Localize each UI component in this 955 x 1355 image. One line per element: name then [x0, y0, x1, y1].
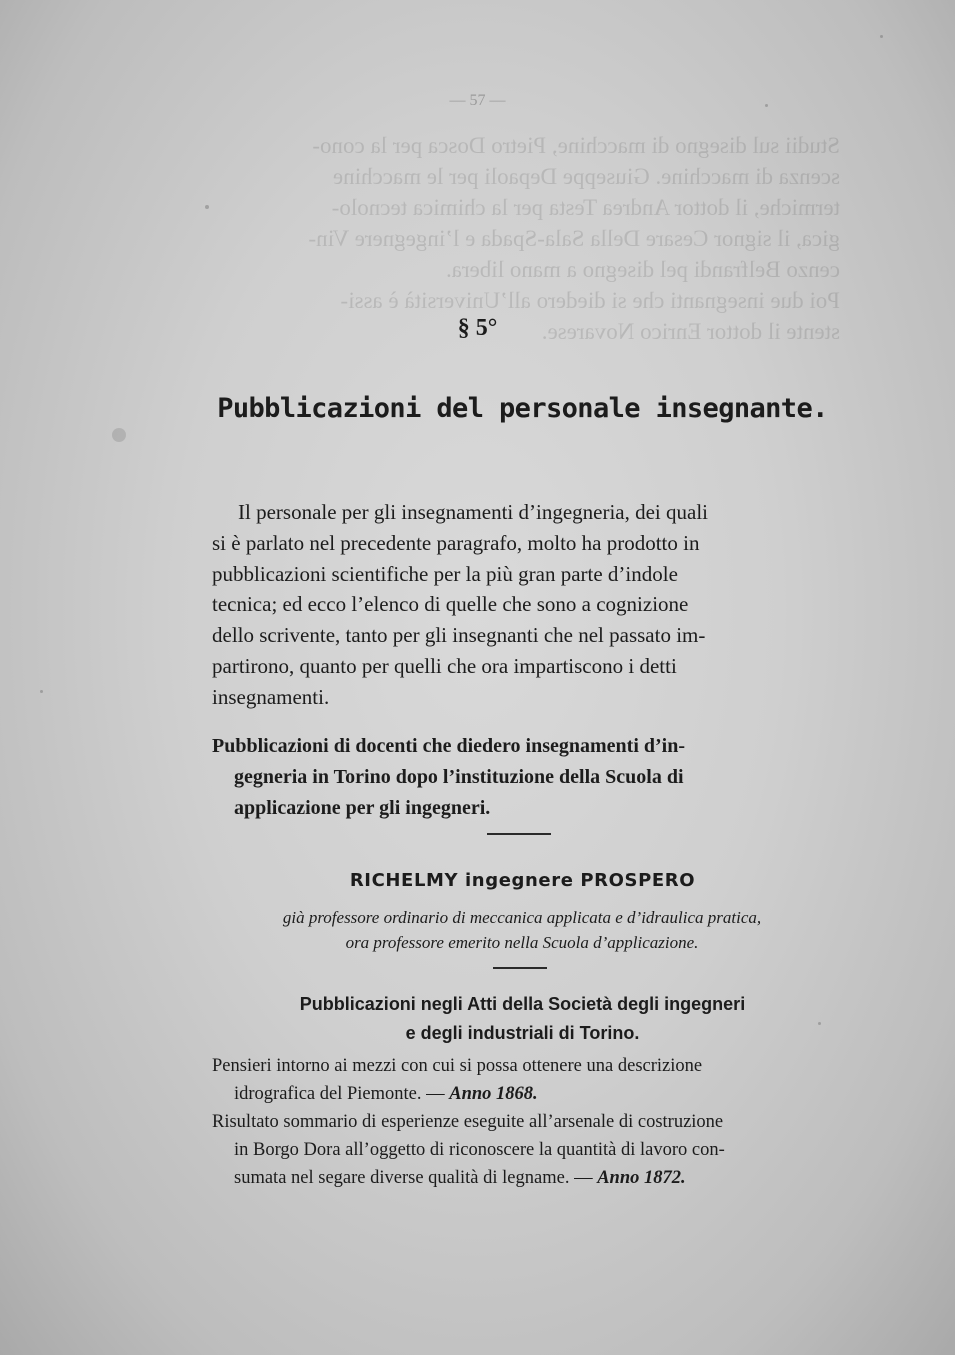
entry-line: sumata nel segare diverse qualità di legname. — Anno 1872.: [234, 1168, 686, 1188]
bleed-line: stente il dottor Enrico Novarese.: [541, 319, 840, 344]
atti-heading-line: e degli industriali di Torino.: [405, 1023, 640, 1043]
bleed-line: cenzo Belfrandi pel disegno a mano libera.: [445, 257, 840, 282]
entry-year: Anno 1872.: [597, 1168, 686, 1188]
entry-line: idrografica del Piemonte. — Anno 1868.: [234, 1084, 538, 1104]
bleed-line: gica, il signor Cesare Della Sala-Spada e l’ingegnere Vin-: [308, 226, 840, 251]
entry-line: Pensieri intorno ai mezzi con cui si possa ottenere una descrizione: [212, 1056, 703, 1076]
paper-speck: [880, 35, 883, 38]
paper-speck: [205, 205, 209, 209]
entry-line: Risultato sommario di esperienze eseguite all’arsenale di costruzione: [212, 1112, 724, 1132]
author-roles: [212, 905, 832, 955]
divider-rule: [487, 833, 551, 835]
page-heading: Pubblicazioni del personale insegnante.: [217, 393, 828, 424]
page-number: — 57 —: [449, 92, 506, 109]
publications-title: [212, 731, 830, 824]
bleed-line: scenza di macchine. Giuseppe Depaoli per le macchine: [332, 164, 840, 189]
bleed-line: termiche, il dottor Andrea Testa per la chimica tecnolo-: [331, 195, 840, 220]
divider-rule-short: [493, 967, 547, 969]
atti-heading: [0, 990, 955, 1048]
intro-line: insegnamenti.: [212, 684, 330, 709]
paper-speck: [40, 690, 43, 693]
section-mark: § 5°: [457, 315, 498, 341]
paper-speck: [765, 104, 768, 107]
intro-line: tecnica; ed ecco l’elenco di quelle che sono a cognizione: [212, 592, 689, 617]
publications-title-line: applicazione per gli ingegneri.: [234, 797, 491, 819]
publication-entries: [212, 1052, 830, 1192]
author-name: RICHELMY ingegnere PROSPERO: [349, 870, 696, 891]
publications-title-line: Pubblicazioni di docenti che diedero insegnamenti d’in-: [212, 735, 685, 757]
bleed-line: Poi due insegnanti che si diedero all’Università è assi-: [340, 288, 840, 313]
author-role-line: ora professore emerito nella Scuola d’applicazione.: [345, 933, 699, 952]
paper-speck: [818, 1022, 821, 1025]
author-role-line: già professore ordinario di meccanica applicata e d’idraulica pratica,: [282, 908, 762, 927]
publications-title-line: gegneria in Torino dopo l’instituzione della Scuola di: [234, 766, 684, 788]
publication-entry: [212, 1108, 830, 1192]
entry-line: in Borgo Dora all’oggetto di riconoscere la quantità di lavoro con-: [234, 1140, 725, 1160]
intro-line: dello scrivente, tanto per gli insegnanti che nel passato im-: [212, 623, 706, 648]
intro-line: si è parlato nel precedente paragrafo, molto ha prodotto in: [212, 530, 700, 555]
atti-heading-line: Pubblicazioni negli Atti della Società degli ingegneri: [299, 994, 746, 1014]
intro-line: partirono, quanto per quelli che ora impartiscono i detti: [212, 653, 677, 678]
publication-entry: [212, 1052, 830, 1108]
intro-paragraph: [212, 497, 830, 713]
intro-line: Il personale per gli insegnamenti d’ingegneria, dei quali: [238, 500, 709, 524]
intro-line: pubblicazioni scientifiche per la più gran parte d’indole: [212, 561, 678, 586]
paper-speck: [112, 428, 126, 442]
bleed-line: Studii sul disegno di macchine, Pietro Dosca per la cono-: [312, 133, 840, 158]
entry-year: Anno 1868.: [449, 1084, 538, 1104]
